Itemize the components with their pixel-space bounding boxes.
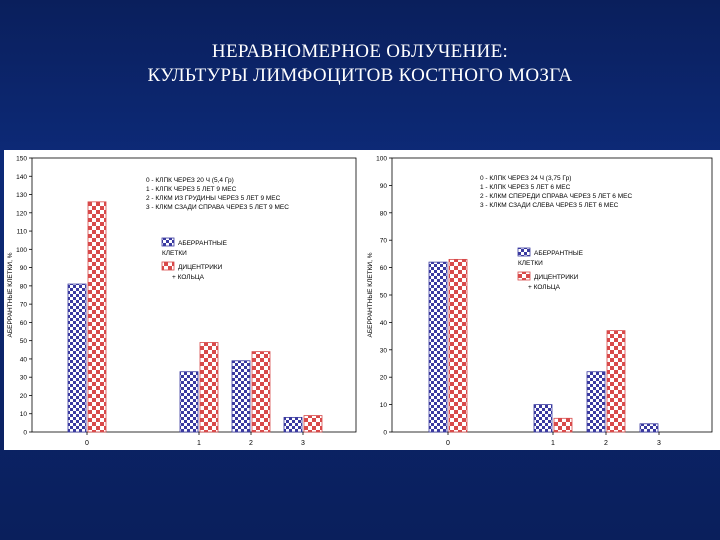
legend-label-cont: КЛЕТКИ (162, 250, 187, 257)
legend-label: ДИЦЕНТРИКИ (178, 264, 223, 271)
y-tick-label: 80 (19, 283, 27, 291)
chart-note: 0 - КЛПК ЧЕРЕЗ 20 Ч (5,4 Гр) (146, 177, 234, 184)
chart-note: 0 - КЛПК ЧЕРЕЗ 24 Ч (3,75 Гр) (480, 175, 572, 182)
bar-aberrant-cells-3 (640, 424, 658, 432)
y-tick-label: 30 (19, 374, 27, 382)
chart-note: 2 - КЛКМ СПЕРЕДИ СПРАВА ЧЕРЕЗ 5 ЛЕТ 6 МЕС (480, 193, 633, 200)
y-tick-label: 80 (379, 210, 387, 218)
chart-right-panel (362, 150, 720, 450)
legend-label-cont: КЛЕТКИ (518, 260, 543, 267)
y-tick-label: 0 (383, 429, 387, 437)
bar-aberrant-cells-0 (68, 284, 86, 432)
y-axis-label: АБЕРРАНТНЫЕ КЛЕТКИ, % (367, 252, 374, 338)
x-tick-label: 1 (197, 440, 201, 447)
bar-aberrant-cells-0 (429, 262, 447, 432)
y-tick-label: 70 (19, 301, 27, 309)
x-tick-label: 3 (301, 440, 305, 447)
bar-dicentrics-rings-2 (607, 331, 625, 432)
slide-title-line2: КУЛЬТУРЫ ЛИМФОЦИТОВ КОСТНОГО МОЗГА (147, 65, 573, 86)
y-tick-label: 90 (19, 265, 27, 273)
legend-label: ДИЦЕНТРИКИ (534, 274, 579, 281)
y-tick-label: 0 (23, 429, 27, 437)
y-tick-label: 60 (379, 265, 387, 273)
y-tick-label: 60 (19, 319, 27, 327)
legend-swatch-aberrant (518, 248, 530, 256)
legend-swatch-dicentrics (518, 272, 530, 280)
legend-label: АБЕРРАНТНЫЕ (534, 250, 583, 257)
y-tick-label: 20 (379, 374, 387, 382)
legend-swatch-aberrant (162, 238, 174, 246)
bar-aberrant-cells-3 (284, 417, 302, 432)
y-tick-label: 40 (19, 356, 27, 364)
bar-aberrant-cells-1 (534, 405, 552, 432)
chart-note: 3 - КЛКМ СЗАДИ СПРАВА ЧЕРЕЗ 5 ЛЕТ 9 МЕС (146, 204, 289, 211)
bar-dicentrics-rings-2 (252, 352, 270, 432)
bar-dicentrics-rings-1 (200, 342, 218, 432)
x-tick-label: 2 (604, 440, 608, 447)
y-tick-label: 10 (19, 411, 27, 419)
x-tick-label: 3 (657, 440, 661, 447)
bar-dicentrics-rings-3 (304, 416, 322, 432)
chart-note: 3 - КЛКМ СЗАДИ СЛЕВА ЧЕРЕЗ 5 ЛЕТ 6 МЕС (480, 202, 619, 209)
x-tick-label: 2 (249, 440, 253, 447)
legend-label-cont: + КОЛЬЦА (172, 274, 204, 281)
bar-dicentrics-rings-0 (88, 202, 106, 432)
y-tick-label: 100 (376, 155, 387, 163)
y-tick-label: 40 (379, 319, 387, 327)
chart-note: 1 - КЛПК ЧЕРЕЗ 5 ЛЕТ 6 МЕС (480, 184, 571, 191)
chart-left-panel (4, 150, 362, 450)
legend-swatch-dicentrics (162, 262, 174, 270)
x-tick-label: 1 (551, 440, 555, 447)
y-tick-label: 110 (16, 228, 27, 236)
y-tick-label: 130 (16, 192, 27, 200)
legend-label: АБЕРРАНТНЫЕ (178, 240, 227, 247)
slide-title (0, 40, 720, 88)
chart-note: 1 - КЛПК ЧЕРЕЗ 5 ЛЕТ 9 МЕС (146, 186, 237, 193)
y-tick-label: 50 (379, 292, 387, 300)
bar-aberrant-cells-2 (587, 372, 605, 432)
y-tick-label: 120 (16, 210, 27, 218)
chart-note: 2 - КЛКМ ИЗ ГРУДИНЫ ЧЕРЕЗ 5 ЛЕТ 9 МЕС (146, 195, 281, 202)
y-tick-label: 140 (16, 173, 27, 181)
bar-dicentrics-rings-1 (554, 418, 572, 432)
y-tick-label: 30 (379, 347, 387, 355)
x-tick-label: 0 (446, 440, 450, 447)
bar-aberrant-cells-2 (232, 361, 250, 432)
bar-dicentrics-rings-0 (449, 259, 467, 432)
legend-label-cont: + КОЛЬЦА (528, 284, 560, 291)
y-tick-label: 90 (379, 182, 387, 190)
y-tick-label: 150 (16, 155, 27, 163)
chart-left (4, 150, 362, 450)
bar-aberrant-cells-1 (180, 372, 198, 432)
slide-title-line1: НЕРАВНОМЕРНОЕ ОБЛУЧЕНИЕ: (211, 41, 509, 62)
y-axis-label: АБЕРРАНТНЫЕ КЛЕТКИ, % (7, 252, 14, 338)
y-tick-label: 100 (16, 246, 27, 254)
chart-right (362, 150, 720, 450)
y-tick-label: 70 (379, 237, 387, 245)
y-tick-label: 10 (379, 402, 387, 410)
x-tick-label: 0 (85, 440, 89, 447)
y-tick-label: 20 (19, 392, 27, 400)
y-tick-label: 50 (19, 338, 27, 346)
